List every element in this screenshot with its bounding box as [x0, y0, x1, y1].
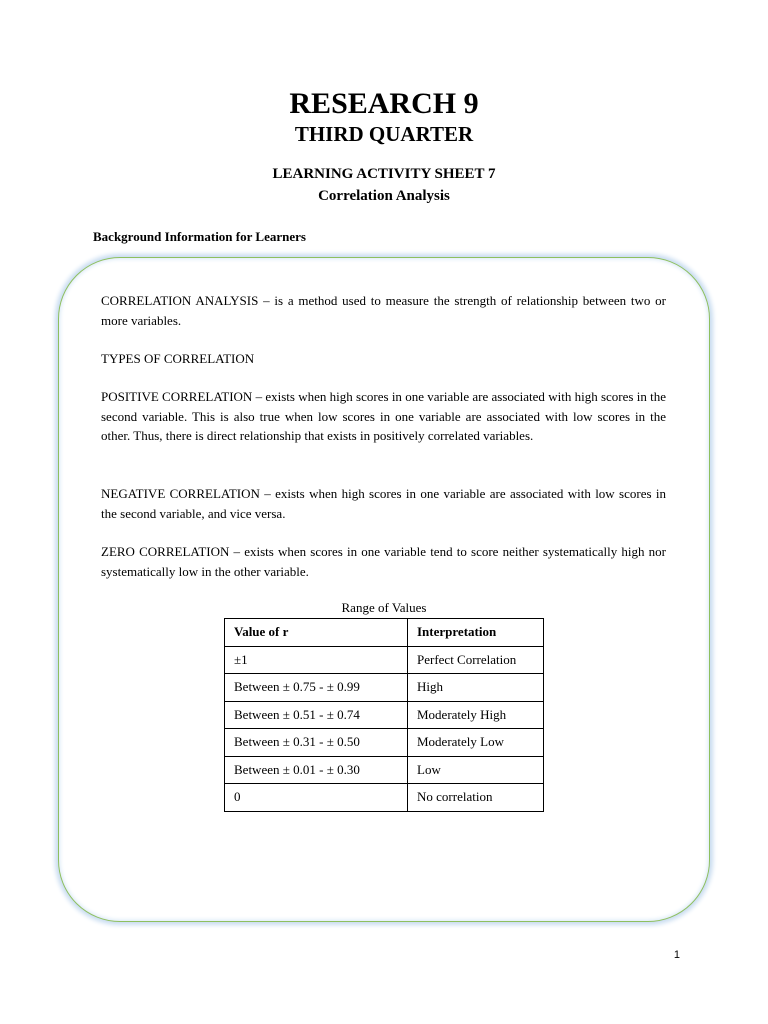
paragraph-negative-correlation: NEGATIVE CORRELATION – exists when high scores in one variable are associated with low scores in the second variable, and vice versa.: [101, 486, 666, 521]
paragraph-types-heading: TYPES OF CORRELATION: [101, 351, 255, 366]
table-cell-value: Between ± 0.31 - ± 0.50: [225, 729, 408, 757]
background-heading: Background Information for Learners: [93, 229, 306, 244]
table-cell-value: Between ± 0.75 - ± 0.99: [225, 674, 408, 702]
table-row: [225, 729, 544, 757]
page-title: RESEARCH 9: [289, 87, 479, 120]
table-cell-interpretation: Perfect Correlation: [408, 646, 544, 674]
table-cell-value: Between ± 0.01 - ± 0.30: [225, 756, 408, 784]
table-cell-interpretation: No correlation: [408, 784, 544, 812]
table-row: [225, 756, 544, 784]
table-cell-interpretation: High: [408, 674, 544, 702]
activity-sheet-title: LEARNING ACTIVITY SHEET 7: [272, 166, 496, 182]
table-cell-value: Between ± 0.51 - ± 0.74: [225, 701, 408, 729]
table-row: [225, 784, 544, 812]
table-header-row: [225, 619, 544, 647]
paragraph-correlation-analysis: CORRELATION ANALYSIS – is a method used to measure the strength of relationship between two or more variables.: [101, 293, 666, 328]
paragraph-zero-correlation: ZERO CORRELATION – exists when scores in one variable tend to score neither systematically high nor systematically low in the other variable.: [101, 544, 666, 579]
table-cell-value: 0: [225, 784, 408, 812]
table-row: [225, 674, 544, 702]
column-header-interpretation: Interpretation: [408, 619, 544, 647]
table-caption: Range of Values: [341, 600, 427, 615]
column-header-value: Value of r: [225, 619, 408, 647]
quarter-subtitle: THIRD QUARTER: [294, 122, 474, 146]
table-row: [225, 646, 544, 674]
page-number: 1: [673, 949, 680, 961]
table-cell-interpretation: Moderately High: [408, 701, 544, 729]
table-cell-interpretation: Low: [408, 756, 544, 784]
table-cell-interpretation: Moderately Low: [408, 729, 544, 757]
table-row: [225, 701, 544, 729]
range-of-values-table: [224, 618, 544, 812]
activity-sheet-topic: Correlation Analysis: [318, 188, 450, 204]
table-cell-value: ±1: [225, 646, 408, 674]
paragraph-positive-correlation: POSITIVE CORRELATION – exists when high scores in one variable are associated with high scores in the second variable. This is also true when low scores in one variable are associated with low scores in the other. Thus, there is direct relationship that exists in positively correlated variables.: [101, 389, 666, 443]
